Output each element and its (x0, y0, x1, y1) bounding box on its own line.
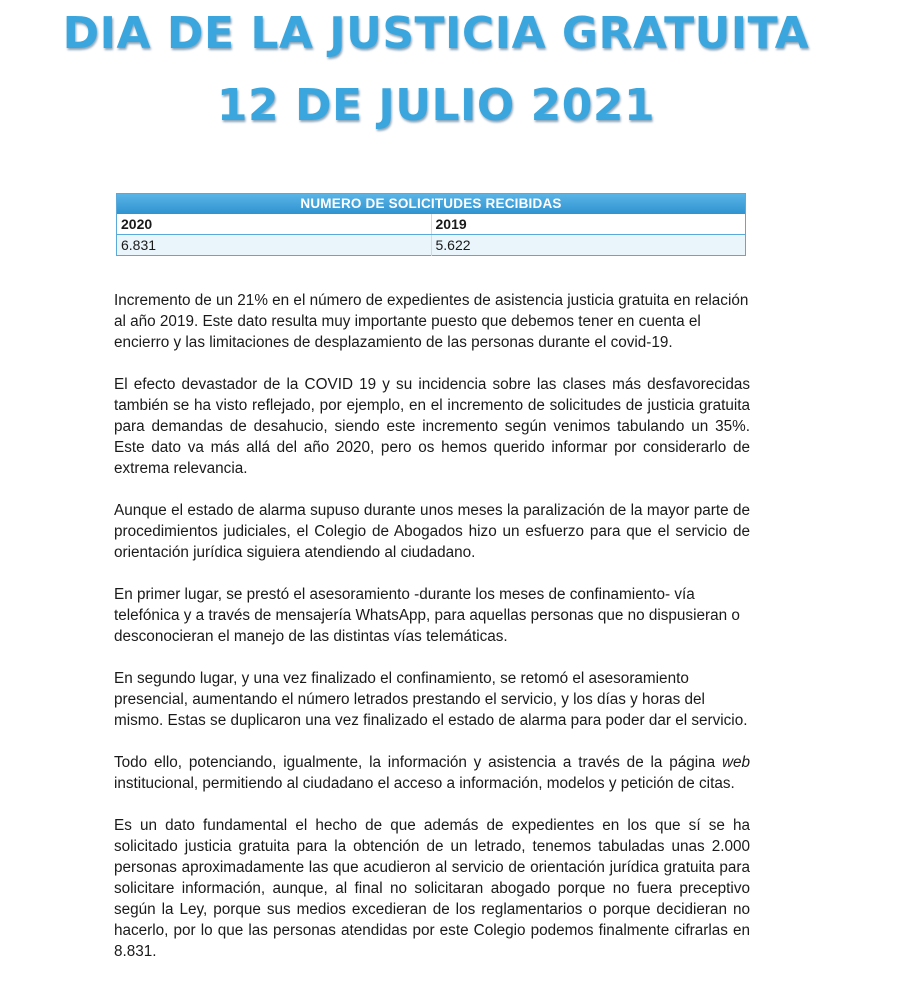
table-year-row (117, 214, 746, 235)
value-2020-cell: 6.831 (117, 234, 432, 255)
table-value-row (117, 234, 746, 255)
paragraph: El efecto devastador de la COVID 19 y su incidencia sobre las clases más desfavorecidas también se ha visto reflejado, por ejemplo, en el incremento de solicitudes de justicia gratuita para demandas de desahucio, siendo este incremento según venimos tabulando un 35%. Este dato va más allá del año 2020, pero os hemos querido informar por considerarlo de extrema relevancia. (114, 376, 750, 477)
paragraph-text: institucional, permitiendo al ciudadano el acceso a información, modelos y petición de citas. (114, 775, 735, 792)
paragraph: En segundo lugar, y una vez finalizado el confinamiento, se retomó el asesoramiento presencial, aumentando el número letrados prestando el servicio, y los días y horas del mismo. Estas se duplicaron una vez finalizado el estado de alarma para poder dar el servicio. (114, 670, 748, 729)
paragraph: Aunque el estado de alarma supuso durante unos meses la paralización de la mayor parte de procedimientos judiciales, el Colegio de Abogados hizo un esfuerzo para que el servicio de orientación jurídica siguiera atendiendo al ciudadano. (114, 502, 750, 561)
document-body (114, 290, 750, 983)
web-italic-word: web (721, 754, 750, 771)
value-2019-cell: 5.622 (431, 234, 746, 255)
year-2020-cell: 2020 (117, 214, 432, 235)
requests-table (116, 193, 746, 256)
table-header-row (117, 194, 746, 214)
paragraph-text: Todo ello, potenciando, igualmente, la información y asistencia a través de la página (114, 754, 722, 771)
year-2019-cell: 2019 (431, 214, 746, 235)
paragraph: Es un dato fundamental el hecho de que además de expedientes en los que sí se ha solicitado justicia gratuita para la obtención de un letrado, tenemos tabuladas unas 2.000 personas aproximadamente las que acudieron al servicio de orientación jurídica gratuita para solicitare información, aunque, al final no solicitaran abogado porque no fuera preceptivo según la Ley, porque sus medios excedieran de los reglamentarios o porque decidieran no hacerlo, por lo que las personas atendidas por este Colegio podemos finalmente cifrarlas en 8.831. (114, 817, 750, 960)
paragraph (114, 752, 750, 794)
document-title: DIA DE LA JUSTICIA GRATUITA (62, 8, 810, 59)
document-date: 12 DE JULIO 2021 (216, 80, 656, 131)
paragraph: En primer lugar, se prestó el asesoramiento -durante los meses de confinamiento- vía telefónica y a través de mensajería WhatsApp, para aquellas personas que no dispusieran o desconocieran el manejo de las distintas vías telemáticas. (114, 586, 740, 645)
paragraph: Incremento de un 21% en el número de expedientes de asistencia justicia gratuita en relación al año 2019. Este dato resulta muy importante puesto que debemos tener en cuenta el encierro y las limitaciones de desplazamiento de las personas durante el covid-19. (114, 292, 749, 351)
table-header: NUMERO DE SOLICITUDES RECIBIDAS (300, 196, 562, 212)
